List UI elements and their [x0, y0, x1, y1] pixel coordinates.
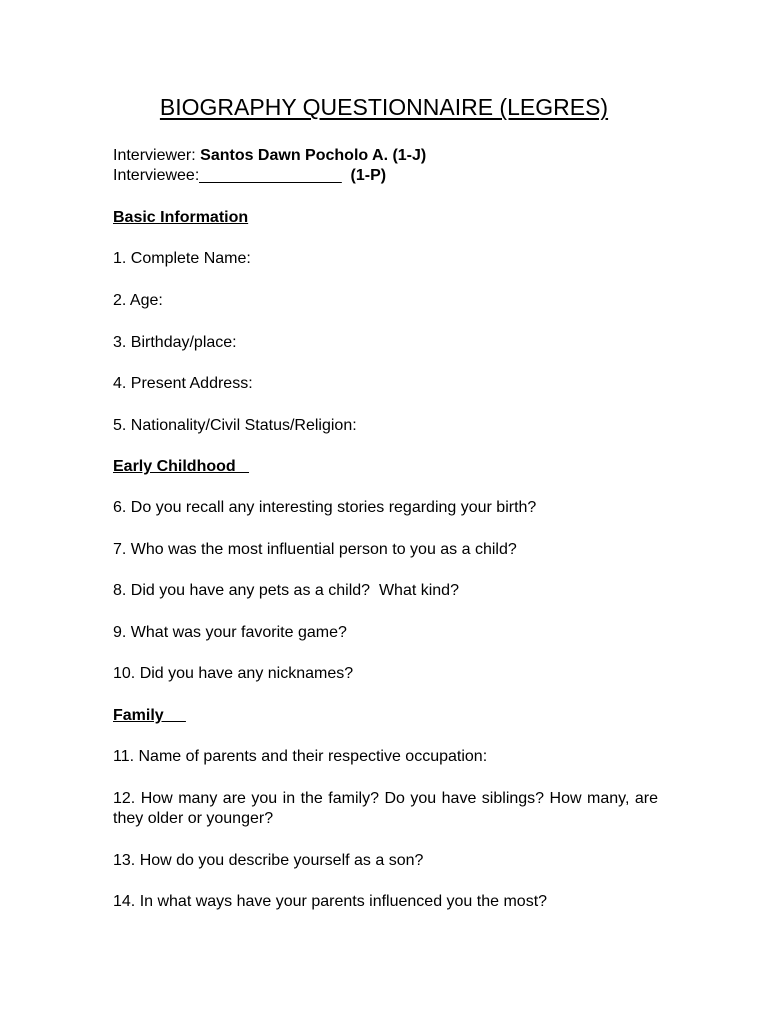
document-title: BIOGRAPHY QUESTIONNAIRE (LEGRES): [159, 94, 609, 120]
interviewee-blank: ________________: [199, 167, 342, 184]
question-1: 1. Complete Name:: [113, 250, 251, 267]
section-heading-early-childhood: Early Childhood: [113, 458, 250, 475]
question-12: 12. How many are you in the family? Do you have siblings? How many, are they older or younger?: [113, 790, 658, 827]
question-4: 4. Present Address:: [113, 375, 253, 392]
section-heading-family: Family: [113, 707, 186, 724]
question-8: 8. Did you have any pets as a child? What kind?: [113, 582, 459, 599]
question-2: 2. Age:: [113, 292, 163, 309]
section-heading-basic-information: Basic Information: [113, 209, 249, 226]
interviewer-line: [113, 146, 658, 166]
question-3: 3. Birthday/place:: [113, 334, 237, 351]
question-10: 10. Did you have any nicknames?: [113, 665, 354, 682]
question-13: 13. How do you describe yourself as a son?: [113, 852, 424, 869]
question-7: 7. Who was the most influential person to you as a child?: [113, 541, 517, 558]
interviewee-line: [113, 166, 658, 186]
question-5: 5. Nationality/Civil Status/Religion:: [113, 417, 357, 434]
interviewer-label: Interviewer:: [113, 147, 201, 164]
interviewee-label: Interviewee:: [113, 167, 200, 184]
interviewee-section: (1-P): [341, 167, 387, 184]
question-6: 6. Do you recall any interesting stories regarding your birth?: [113, 499, 537, 516]
question-14: 14. In what ways have your parents influenced you the most?: [113, 893, 548, 910]
interviewer-name: Santos Dawn Pocholo A. (1-J): [200, 147, 427, 164]
question-9: 9. What was your favorite game?: [113, 624, 347, 641]
question-11: 11. Name of parents and their respective occupation:: [113, 748, 488, 765]
